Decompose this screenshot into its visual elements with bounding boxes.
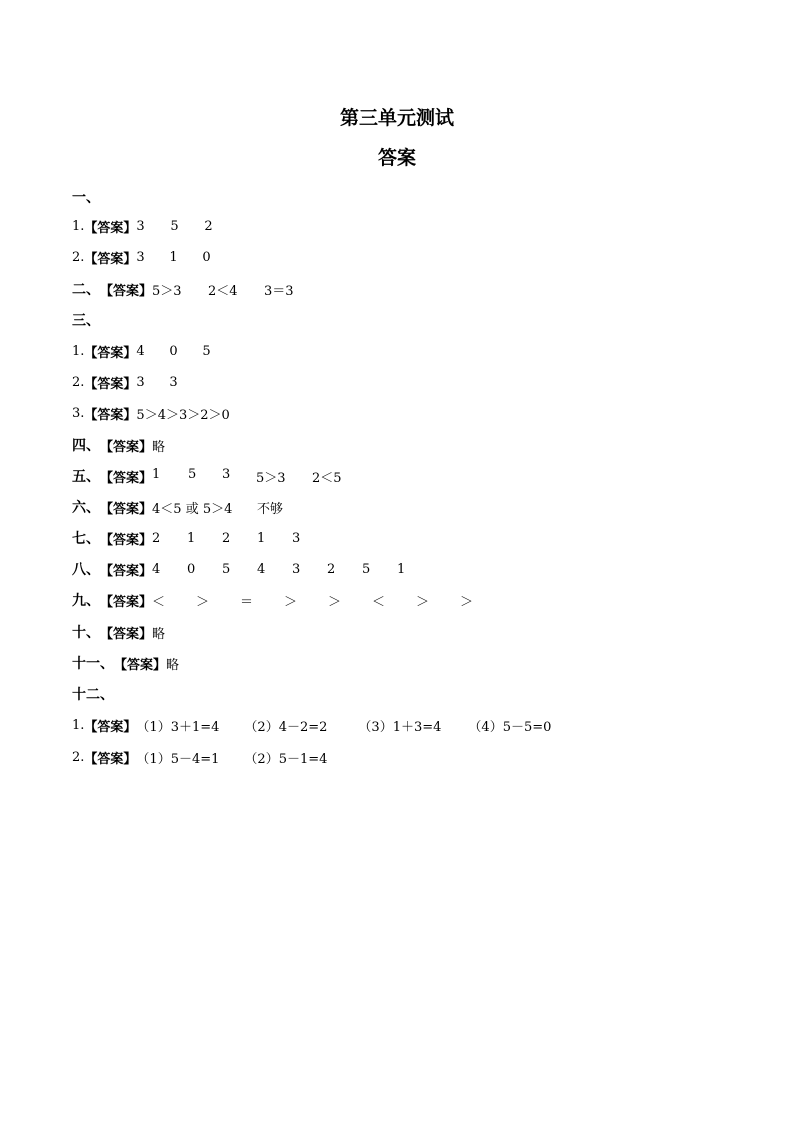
answer-tag: 【答案】 <box>100 532 153 548</box>
answer-tag: 【答案】 <box>84 376 137 392</box>
answer-line-1-2 <box>72 246 211 268</box>
answer-line-5 <box>72 465 342 487</box>
answer-value: 0 <box>169 343 178 359</box>
answer-value: 5＞3 <box>152 283 182 299</box>
section-3-heading <box>72 309 100 331</box>
answer-value: 0 <box>187 561 196 577</box>
answer-line-7 <box>72 527 300 549</box>
answer-value: 3＝3 <box>264 283 294 299</box>
answer-value: （2）4－2=2 <box>244 719 328 735</box>
answer-value: 3 <box>222 466 231 482</box>
answer-value: 0 <box>202 249 211 265</box>
answer-value: （1）5－4=1 <box>136 751 220 767</box>
section-label: 五、 <box>72 469 100 485</box>
answer-line-3-3 <box>72 402 230 424</box>
answer-value: （4）5－5=0 <box>468 719 552 735</box>
answer-text: 略 <box>152 626 166 642</box>
section-12-heading <box>72 683 114 705</box>
answer-tag: 【答案】 <box>84 407 137 423</box>
answer-value: （1）3＋1=4 <box>136 719 220 735</box>
answer-value: 5＞3 <box>256 470 286 486</box>
answer-value: 3 <box>136 374 145 390</box>
answer-value: 1 <box>169 249 178 265</box>
item-number: 1. <box>72 218 85 234</box>
item-number: 2. <box>72 249 85 265</box>
answer-tag: 【答案】 <box>100 626 153 642</box>
answer-text: 略 <box>166 657 180 673</box>
answer-value: 5＞4＞3＞2＞0 <box>136 407 230 423</box>
answer-tag: 【答案】 <box>84 345 137 361</box>
answer-value: 3 <box>136 249 145 265</box>
section-label: 四、 <box>72 438 100 454</box>
answer-value: 4 <box>136 343 145 359</box>
answer-line-3-1 <box>72 340 211 362</box>
answer-line-10 <box>72 621 165 643</box>
answer-value: 4 <box>152 561 161 577</box>
answer-tag: 【答案】 <box>84 719 137 735</box>
answer-value: 2＜5 <box>312 470 342 486</box>
answer-value: 3 <box>169 374 178 390</box>
section-label: 七、 <box>72 531 100 547</box>
section-1-heading <box>72 186 100 208</box>
section-label: 十二、 <box>72 687 114 703</box>
answer-tag: 【答案】 <box>84 751 137 767</box>
answer-tag: 【答案】 <box>100 563 153 579</box>
document-title: 第三单元测试 <box>339 107 454 129</box>
answer-tag: 【答案】 <box>100 501 153 517</box>
answer-line-9 <box>72 589 473 611</box>
answer-value: 1 <box>187 530 196 546</box>
section-label: 八、 <box>72 562 100 578</box>
answer-value: 5 <box>222 561 231 577</box>
answer-value: 4 <box>257 561 266 577</box>
section-label: 十、 <box>72 625 100 641</box>
answer-value: 2 <box>152 530 161 546</box>
answer-value: 5 <box>202 343 211 359</box>
answer-value: 5 <box>362 561 371 577</box>
answer-tag: 【答案】 <box>100 594 153 610</box>
item-number: 1. <box>72 343 85 359</box>
answer-line-6 <box>72 496 283 518</box>
answer-value: 2 <box>204 218 213 234</box>
answer-line-3-2 <box>72 371 178 393</box>
answer-line-4 <box>72 434 165 456</box>
answer-text: 略 <box>152 439 166 455</box>
answer-line-8 <box>72 558 405 580</box>
item-number: 2. <box>72 749 85 765</box>
answer-tag: 【答案】 <box>100 283 153 299</box>
answer-value: 1 <box>152 466 161 482</box>
answer-line-1-1 <box>72 215 213 237</box>
answer-value: ＞ <box>328 594 342 610</box>
answer-tag: 【答案】 <box>114 657 167 673</box>
section-label: 一、 <box>72 190 100 206</box>
section-label: 二、 <box>72 282 100 298</box>
answer-value: ＞ <box>460 594 474 610</box>
section-label: 六、 <box>72 500 100 516</box>
answer-value: 3 <box>292 561 301 577</box>
answer-tag: 【答案】 <box>84 251 137 267</box>
section-label: 九、 <box>72 593 100 609</box>
answer-value: ＜ <box>152 594 166 610</box>
answer-value: 2＜4 <box>208 283 238 299</box>
answer-value: 5 <box>188 466 197 482</box>
answer-value: 2 <box>327 561 336 577</box>
answer-value: 3 <box>136 218 145 234</box>
answer-value: ＞ <box>416 594 430 610</box>
answer-value: ＝ <box>240 594 254 610</box>
answer-value: 1 <box>257 530 266 546</box>
section-label: 十一、 <box>72 656 114 672</box>
answer-line-12-1 <box>72 714 551 736</box>
item-number: 1. <box>72 717 85 733</box>
answer-tag: 【答案】 <box>84 220 137 236</box>
answer-value: 5 <box>170 218 179 234</box>
answer-line-2 <box>72 278 294 300</box>
answer-value: 3 <box>292 530 301 546</box>
item-number: 3. <box>72 405 85 421</box>
answer-value: 1 <box>397 561 406 577</box>
answer-value: ＞ <box>284 594 298 610</box>
item-number: 2. <box>72 374 85 390</box>
section-label: 三、 <box>72 313 100 329</box>
answer-value: 不够 <box>257 501 284 517</box>
answer-value: 4＜5 或 5＞4 <box>152 501 233 517</box>
document-subtitle: 答案 <box>377 147 416 169</box>
answer-value: （3）1＋3=4 <box>358 719 442 735</box>
answer-value: 2 <box>222 530 231 546</box>
answer-tag: 【答案】 <box>100 470 153 486</box>
answer-value: （2）5－1=4 <box>244 751 328 767</box>
answer-value: ＜ <box>372 594 386 610</box>
answer-tag: 【答案】 <box>100 439 153 455</box>
answer-line-12-2 <box>72 746 327 768</box>
answer-value: ＞ <box>196 594 210 610</box>
answer-line-11 <box>72 652 179 674</box>
